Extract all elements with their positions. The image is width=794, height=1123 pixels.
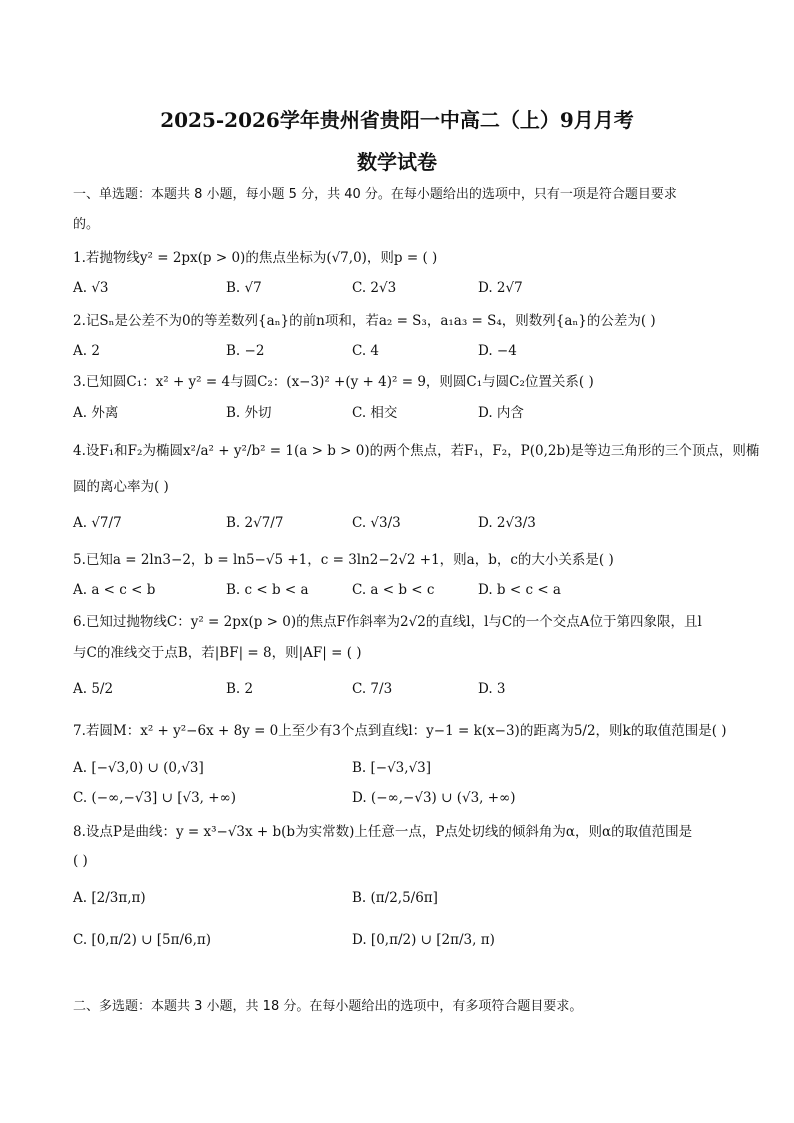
question-8-stem-line2: ( ) [73,853,88,869]
question-8-option-c: C. [0,π/2) ∪ [5π/6,π) [73,932,212,948]
section2-header: 二、多选题：本题共 3 小题，共 18 分。在每小题给出的选项中，有多项符合题目要求。 [73,999,583,1014]
question-8-option-a: A. [2/3π,π) [73,890,146,906]
question-3-option-b: B. 外切 [226,405,272,421]
question-2-option-c: C. 4 [352,343,380,359]
question-6-stem-line1: 6.已知过抛物线C：y² = 2px(p > 0)的焦点F作斜率为2√2的直线l，l与C的一个交点A位于第四象限，且l [73,614,702,630]
question-1-option-a: A. √3 [73,280,109,296]
question-1-option-d: D. 2√7 [478,280,523,296]
question-6-option-d: D. 3 [478,681,506,697]
question-5-option-d: D. b < c < a [478,582,561,598]
question-3-option-d: D. 内含 [478,405,524,421]
question-7-option-b: B. [−√3,√3] [352,760,432,776]
question-2-option-d: D. −4 [478,343,517,359]
section1-header-line1: 一、单选题：本题共 8 小题，每小题 5 分，共 40 分。在每小题给出的选项中，只有一项是符合题目要求 [73,187,677,202]
section1-header-line2: 的。 [73,217,100,232]
question-7-option-a: A. [−√3,0) ∪ (0,√3] [73,760,204,776]
question-4-stem-line2: 圆的离心率为( ) [73,479,169,495]
question-6-option-c: C. 7/3 [352,681,393,697]
question-8-stem-line1: 8.设点P是曲线：y = x³−√3x + b(b为实常数)上任意一点，P点处切线的倾斜角为α，则α的取值范围是 [73,824,693,840]
question-7-stem: 7.若圆M：x² + y²−6x + 8y = 0上至少有3个点到直线l：y−1 = k(x−3)的距离为5/2，则k的取值范围是( ) [73,723,727,739]
question-6-stem-line2: 与C的准线交于点B，若|BF| = 8，则|AF| = ( ) [73,645,362,661]
question-6-option-a: A. 5/2 [73,681,114,697]
question-4-option-c: C. √3/3 [352,515,401,531]
question-8-option-b: B. (π/2,5/6π] [352,890,438,906]
question-4-option-a: A. √7/7 [73,515,122,531]
question-7-option-c: C. (−∞,−√3] ∪ [√3, +∞) [73,790,237,806]
question-1-stem: 1.若抛物线y² = 2px(p > 0)的焦点坐标为(√7,0)，则p = ( ) [73,250,438,266]
question-5-stem: 5.已知a = 2ln3−2，b = ln5−√5 +1，c = 3ln2−2√2 +1，则a，b，c的大小关系是( ) [73,552,614,568]
question-5-option-a: A. a < c < b [73,582,156,598]
question-4-option-d: D. 2√3/3 [478,515,536,531]
question-4-stem-line1: 4.设F₁和F₂为椭圆x²/a² + y²/b² = 1(a > b > 0)的两个焦点，若F₁，F₂，P(0,2b)是等边三角形的三个顶点，则椭 [73,443,760,459]
question-2-stem: 2.记Sₙ是公差不为0的等差数列{aₙ}的前n项和，若a₂ = S₃，a₁a₃ = S₄，则数列{aₙ}的公差为( ) [73,313,656,329]
question-5-option-c: C. a < b < c [352,582,435,598]
question-2-option-a: A. 2 [73,343,100,359]
question-8-option-d: D. [0,π/2) ∪ [2π/3, π) [352,932,495,948]
question-7-option-d: D. (−∞,−√3) ∪ (√3, +∞) [352,790,516,806]
question-2-option-b: B. −2 [226,343,265,359]
exam-title: 2025-2026学年贵州省贵阳一中高二（上）9月月考 [160,108,634,132]
question-1-option-c: C. 2√3 [352,280,397,296]
question-6-option-b: B. 2 [226,681,254,697]
question-3-stem: 3.已知圆C₁：x² + y² = 4与圆C₂：(x−3)² +(y + 4)² = 9，则圆C₁与圆C₂位置关系( ) [73,374,594,390]
question-5-option-b: B. c < b < a [226,582,309,598]
question-4-option-b: B. 2√7/7 [226,515,284,531]
exam-subtitle: 数学试卷 [357,150,437,174]
question-1-option-b: B. √7 [226,280,262,296]
question-3-option-a: A. 外离 [73,405,119,421]
question-3-option-c: C. 相交 [352,405,398,421]
